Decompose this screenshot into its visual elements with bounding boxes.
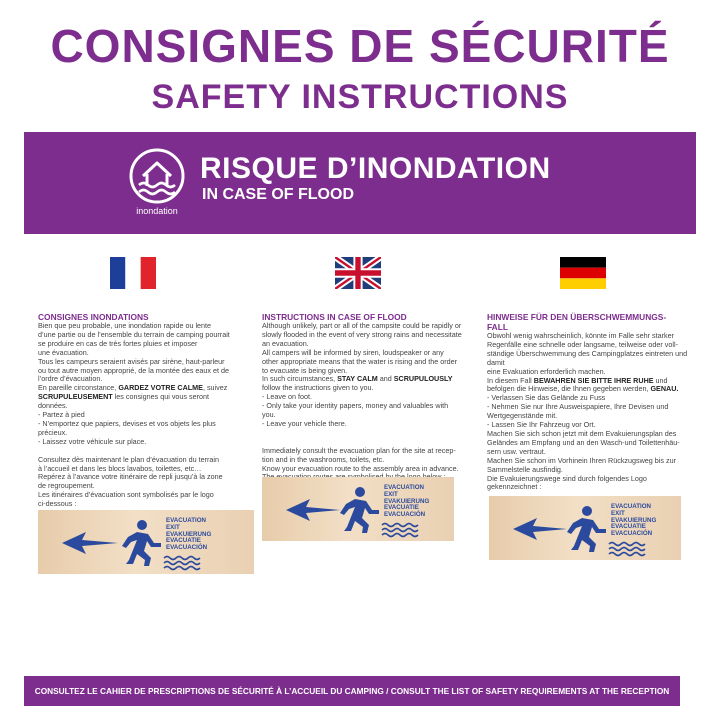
water-waves-icon (382, 524, 418, 537)
running-person-icon (567, 506, 606, 552)
instructions-body-fr: Bien que peu probable, une inondation rapide ou lente d’une partie ou de l’ensemble du terrain de camping pourrait se produire en cas de très fortes pluies et imposer une évacuation. Tous les campeurs seraient avisés par sirène, haut-parleur ou tout autre moyen approprié, de la montée des eaux et de l’ordre d’évacuation. En pareille circonstance, GARDEZ VOTRE CALME, suivez SCRUPULEUSEMENT les consignes qui vous seront données. - Partez à pied - N’emportez que papiers, devises et vos objets les plus précieux. - Laissez votre véhicule sur place. Consultez dès maintenant le plan d’évacuation du terrain à l’accueil et dans les blocs lavabos, toilettes, etc… Repérez à l’avance votre itinéraire de repli jusqu’à la zone de regroupement. Les itinéraires d’évacuation sont symbolisés par le logo ci-dessous : (38, 321, 230, 509)
instructions-heading-de: HINWEISE FÜR DEN ÜBERSCHWEMMUNGS- FALL (487, 312, 667, 332)
evacuation-sign-graphic (38, 510, 254, 574)
flood-banner (24, 132, 696, 234)
instructions-fr (38, 312, 258, 509)
instructions-body-en: Although unlikely, part or all of the campsite could be rapidly or slowly flooded in the event of very strong rains and necessitate an evacuation. All campers will be informed by siren, loudspeaker or any other appropriate means that the water is rising and the order to evacuate is being given. In such circumstances, STAY CALM and SCRUPULOUSLY follow the instructions given to you. - Leave on foot. - Only take your identity papers, money and valuables with you. - Leave your vehicle there. Immediately consult the evacuation plan for the site at recep- tion and in the washrooms, toilets, etc. Know your evacuation route to the assembly area in advance. (262, 321, 462, 473)
footer-notice: CONSULTEZ LE CAHIER DE PRESCRIPTIONS DE SÉCURITÉ À L’ACCUEIL DU CAMPING / CONSULT THE LIST OF SAFETY REQUIREMENTS AT THE RECEPTION (24, 676, 680, 706)
logo-caption: inondation (136, 206, 178, 216)
instructions-body-de: Obwohl wenig wahrscheinlich, könnte im Falle sehr starker Regenfälle eine schnelle oder langsame, teilweise oder voll- ständige Überschwemmung des Campingplatzes eintreten und damit eine Evakuation erforderlich machen. In diesem Fall BEWAHREN SIE BITTE IHRE RUHE und befolgen die Hinweise, die Ihnen gegeben werden, GENAU. - Verlassen Sie das Gelände zu Fuss - Nehmen Sie nur Ihre Ausweispapiere, Ihre Devisen und Wertgegenstände mit. - Lassen Sie Ihr Fahrzeug vor Ort. Machen Sie sich schon jetzt mit dem Evakuierungsplan des Geländes am Empfang und an den Wasch-und Toilettenhäu- sern usw. vertraut. Machen Sie schon im Vorhinein Ihren Rückzugsweg bis zur Sammelstelle ausfindig. Die Evakuierungswege sind durch folgendes Logo gekennzeichnet : (487, 331, 688, 492)
water-waves-icon (609, 543, 645, 556)
running-person-icon (122, 520, 161, 566)
water-waves-icon (164, 557, 200, 570)
evacuation-sign (262, 477, 454, 541)
evacuation-sign (38, 510, 254, 574)
instructions-heading-en: INSTRUCTIONS IN CASE OF FLOOD (262, 312, 407, 322)
page-title-fr: CONSIGNES DE SÉCURITÉ (50, 20, 670, 72)
running-person-icon (340, 487, 379, 533)
evacuation-words: EVACUATION EXIT EVAKUIERUNG EVACUATIE EVACUACIÓN (384, 484, 430, 519)
banner-subtitle: IN CASE OF FLOOD (202, 186, 354, 203)
france-flag (110, 257, 156, 289)
banner-title: RISQUE D’INONDATION (200, 152, 551, 185)
arrow-left-icon (286, 499, 340, 521)
evacuation-words: EVACUATION EXIT EVAKUIERUNG EVACUATIE EVACUACIÓN (611, 503, 657, 538)
arrow-left-icon (62, 532, 118, 554)
instructions-en (262, 312, 482, 482)
evacuation-sign (489, 496, 681, 560)
arrow-left-icon (513, 518, 567, 540)
uk-flag (335, 257, 381, 289)
flood-house-icon (126, 146, 188, 206)
evacuation-words: EVACUATION EXIT EVAKUIERUNG EVACUATIE EVACUACIÓN (166, 517, 212, 552)
instructions-de (487, 312, 702, 492)
germany-flag (560, 257, 606, 289)
page-title-en: SAFETY INSTRUCTIONS (151, 78, 569, 116)
instructions-heading-fr: CONSIGNES INONDATIONS (38, 312, 149, 322)
flood-logo (126, 146, 188, 226)
